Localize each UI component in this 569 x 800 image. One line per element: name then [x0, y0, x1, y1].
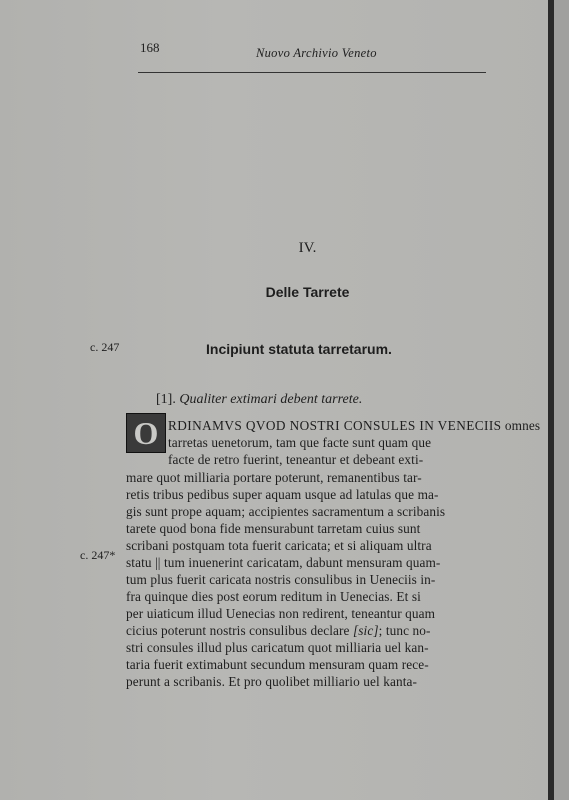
text-line: mare quot milliaria portare poterunt, remanentibus tar- [126, 470, 422, 485]
text-line: stri consules illud plus caricatum quot milliaria uel kan- [126, 640, 429, 655]
text-line: gis sunt prope aquam; accipientes sacramentum a scribanis [126, 504, 446, 519]
margin-note-folio: c. 247* [80, 548, 116, 562]
text-line: perunt a scribanis. Et pro quolibet milliario uel kanta- [126, 674, 418, 689]
text-small-caps: RDINAMVS QVOD NOSTRI CONSULES IN VENECIIS [168, 418, 502, 433]
running-title: Nuovo Archivio Veneto [256, 46, 377, 60]
text-line: tarretas uenetorum, tam que facte sunt quam que [168, 435, 432, 450]
statuta-title: Incipiunt statuta tarretarum. [206, 341, 392, 357]
page-edge [554, 0, 569, 800]
text-line-part: cicius poterunt nostris consulibus declare [126, 623, 353, 638]
chapter-title: Delle Tarrete [265, 284, 350, 300]
text-line: tum plus fuerit caricata nostris consulibus in Ueneciis in- [126, 572, 436, 587]
section-heading [156, 392, 362, 408]
header-rule [138, 72, 486, 73]
text-line: statu || tum inuenerint caricatam, dabunt mensuram quam- [126, 555, 441, 570]
margin-note-folio: c. 247 [90, 340, 120, 354]
text-line: scribani postquam tota fuerit caricata; et si aliquam ultra [126, 538, 432, 553]
section-number: [1]. [156, 392, 176, 407]
drop-initial-ornament: O [126, 413, 166, 453]
text-line: facte de retro fuerint, teneantur et debeant exti- [168, 452, 424, 467]
section-title: Qualiter extimari debent tarrete. [179, 392, 363, 407]
text-line: tarete quod bona fide mensurabunt tarretam cuius sunt [126, 521, 421, 536]
text-line: retis tribus pedibus super aquam usque ad latulas que ma- [126, 487, 439, 502]
page-number: 168 [140, 40, 160, 55]
text-line-sic: [sic] [352, 623, 379, 638]
text-line [168, 418, 540, 434]
text-line: per uiaticum illud Uenecias non redirent, teneantur quam [126, 606, 436, 621]
text-line: fra quinque dies post eorum reditum in Uenecias. Et si [126, 589, 421, 604]
text-line: taria fuerit extimabunt secundum mensuram quam rece- [126, 657, 429, 672]
text-line-part: ; tunc no- [378, 623, 431, 638]
text-line-rest: omnes [501, 418, 541, 433]
chapter-number: IV. [298, 240, 317, 256]
text-line [126, 623, 431, 639]
